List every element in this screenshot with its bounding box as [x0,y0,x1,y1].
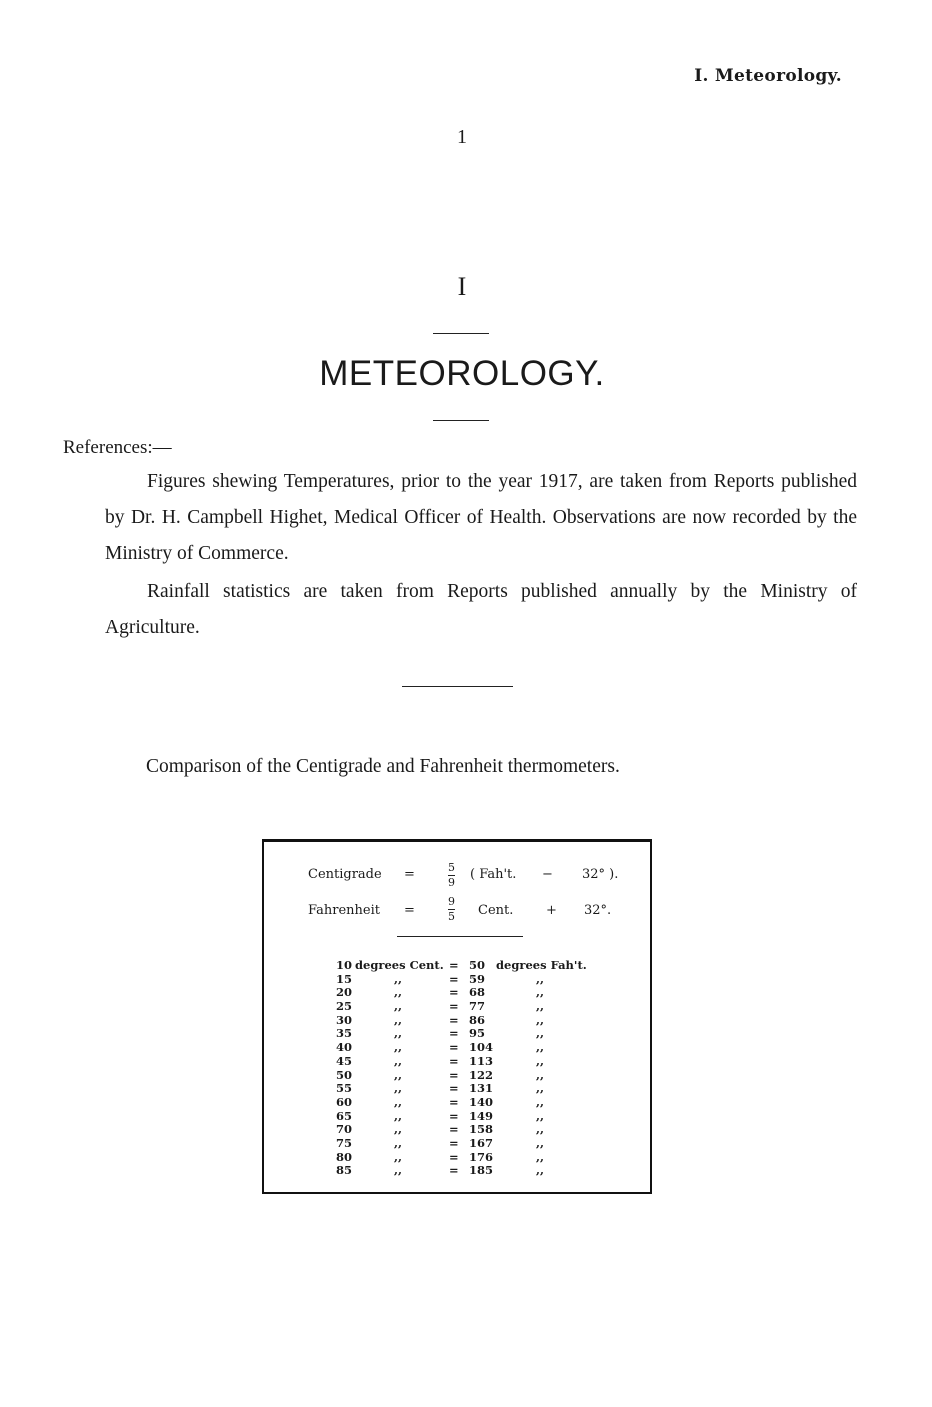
ditto-mark: ,, [394,999,403,1014]
ditto-mark: ,, [536,1012,545,1027]
fahrenheit-value: 140 [469,1094,494,1109]
centigrade-value: 65 [336,1108,353,1123]
conversion-row [336,1110,616,1124]
ditto-mark: ,, [536,985,545,1000]
equals-sign: = [449,985,459,1000]
fahrenheit-value: 104 [469,1040,494,1055]
conversion-row [336,1055,616,1069]
fraction-numerator: 5 [448,861,455,874]
table-caption: Comparison of the Centigrade and Fahrenheit thermometers. [146,756,620,777]
equals-sign: = [449,1026,459,1041]
centigrade-value: 20 [336,985,353,1000]
equals-sign: = [449,999,459,1014]
ditto-mark: ,, [394,1040,403,1055]
fahrenheit-value: 86 [469,1012,486,1027]
formula-operator: + [546,903,557,918]
ditto-mark: ,, [536,999,545,1014]
fahrenheit-value: 122 [469,1067,494,1082]
ditto-mark: ,, [536,1149,545,1164]
equals-sign: = [449,1012,459,1027]
ditto-mark: ,, [536,1108,545,1123]
fahrenheit-value: 158 [469,1122,494,1137]
equals-sign: = [449,1135,459,1150]
formula-equals: = [404,903,415,918]
ditto-mark: ,, [394,1026,403,1041]
centigrade-value: 55 [336,1081,353,1096]
ditto-mark: ,, [536,1040,545,1055]
formula-equals: = [404,867,415,882]
fahrenheit-value: 68 [469,985,486,1000]
conversion-row [336,986,616,1000]
running-head: I. Meteorology. [694,66,842,86]
equals-sign: = [449,1122,459,1137]
fraction-numerator: 9 [448,895,455,908]
conversion-row [336,959,616,973]
fahrenheit-value: 59 [469,971,486,986]
conversion-table [262,840,652,1194]
fahrenheit-value: 185 [469,1163,494,1178]
title-rule-top [433,333,489,334]
fahrenheit-value: 50 [469,958,486,972]
ditto-mark: ,, [394,1081,403,1096]
conversion-row [336,1096,616,1110]
table-inner-rule [397,936,523,937]
formula-fraction [448,896,455,923]
ditto-mark: ,, [394,1108,403,1123]
ditto-mark: ,, [536,1053,545,1068]
formula-fahrenheit [308,896,628,926]
ditto-mark: ,, [394,1149,403,1164]
formula-unit: Cent. [478,903,514,918]
ditto-mark: ,, [394,1163,403,1178]
ditto-mark: ,, [536,1094,545,1109]
ditto-mark: ,, [394,1122,403,1137]
conversion-row [336,973,616,987]
conversion-row [336,1014,616,1028]
ditto-mark: ,, [536,971,545,986]
centigrade-value: 50 [336,1067,353,1082]
equals-sign: = [449,1067,459,1082]
conversion-row [336,1082,616,1096]
fahrenheit-value: 167 [469,1135,494,1150]
fraction-denominator: 5 [448,910,455,923]
section-numeral: I [457,272,467,301]
centigrade-value: 30 [336,1012,353,1027]
ditto-mark: ,, [394,971,403,986]
chapter-title: METEOROLOGY. [319,354,605,393]
equals-sign: = [449,1081,459,1096]
conversion-row [336,1137,616,1151]
formula-label: Centigrade [308,867,382,882]
centigrade-value: 40 [336,1040,353,1055]
formula-centigrade [308,862,628,892]
ditto-mark: ,, [536,1122,545,1137]
centigrade-value: 10 [336,958,353,972]
conversion-row [336,1164,616,1178]
fraction-denominator: 9 [448,876,455,889]
equals-sign: = [449,1040,459,1055]
centigrade-value: 15 [336,971,353,986]
conversion-rows [336,959,616,1178]
fahrenheit-unit: degrees Fah't. [496,958,587,972]
conversion-row [336,1069,616,1083]
ditto-mark: ,, [536,1067,545,1082]
ditto-mark: ,, [394,1053,403,1068]
equals-sign: = [449,1149,459,1164]
section-divider [402,686,513,687]
references-paragraph-2 [105,574,857,646]
ditto-mark: ,, [536,1163,545,1178]
title-rule-bottom [433,420,489,421]
ditto-mark: ,, [536,1026,545,1041]
formula-operator: − [542,867,553,882]
ditto-mark: ,, [394,1094,403,1109]
centigrade-value: 75 [336,1135,353,1150]
formula-fraction [448,862,455,889]
centigrade-value: 25 [336,999,353,1014]
equals-sign: = [449,1094,459,1109]
equals-sign: = [449,958,459,972]
fahrenheit-value: 77 [469,999,486,1014]
references-heading: References:— [63,437,172,458]
fahrenheit-value: 131 [469,1081,494,1096]
ditto-mark: ,, [394,1135,403,1150]
centigrade-value: 70 [336,1122,353,1137]
page-number: 1 [457,126,467,148]
ditto-mark: ,, [536,1081,545,1096]
formula-label: Fahrenheit [308,903,380,918]
conversion-row [336,1000,616,1014]
fahrenheit-value: 113 [469,1053,494,1068]
conversion-row [336,1027,616,1041]
formula-constant: 32°. [584,903,612,918]
equals-sign: = [449,1053,459,1068]
centigrade-unit: degrees Cent. [355,958,444,972]
centigrade-value: 45 [336,1053,353,1068]
fahrenheit-value: 95 [469,1026,486,1041]
paragraph-1-text: Figures shewing Temperatures, prior to the year 1917, are taken from Reports published by Dr. H. Campbell Highet, Medical Officer of Health. Observations are now recorded by the Ministry of Commerce. [105,471,857,564]
centigrade-value: 60 [336,1094,353,1109]
equals-sign: = [449,971,459,986]
references-paragraph-1 [105,464,857,572]
conversion-row [336,1123,616,1137]
centigrade-value: 80 [336,1149,353,1164]
centigrade-value: 35 [336,1026,353,1041]
conversion-row [336,1041,616,1055]
conversion-row [336,1151,616,1165]
ditto-mark: ,, [536,1135,545,1150]
fahrenheit-value: 176 [469,1149,494,1164]
equals-sign: = [449,1163,459,1178]
formula-constant: 32° ). [582,867,619,882]
formula-unit: ( Fah't. [470,867,517,882]
centigrade-value: 85 [336,1163,353,1178]
fahrenheit-value: 149 [469,1108,494,1123]
table-top-rule [262,839,652,840]
equals-sign: = [449,1108,459,1123]
ditto-mark: ,, [394,1067,403,1082]
ditto-mark: ,, [394,985,403,1000]
ditto-mark: ,, [394,1012,403,1027]
paragraph-2-text: Rainfall statistics are taken from Reports published annually by the Ministry of Agriculture. [105,581,857,638]
